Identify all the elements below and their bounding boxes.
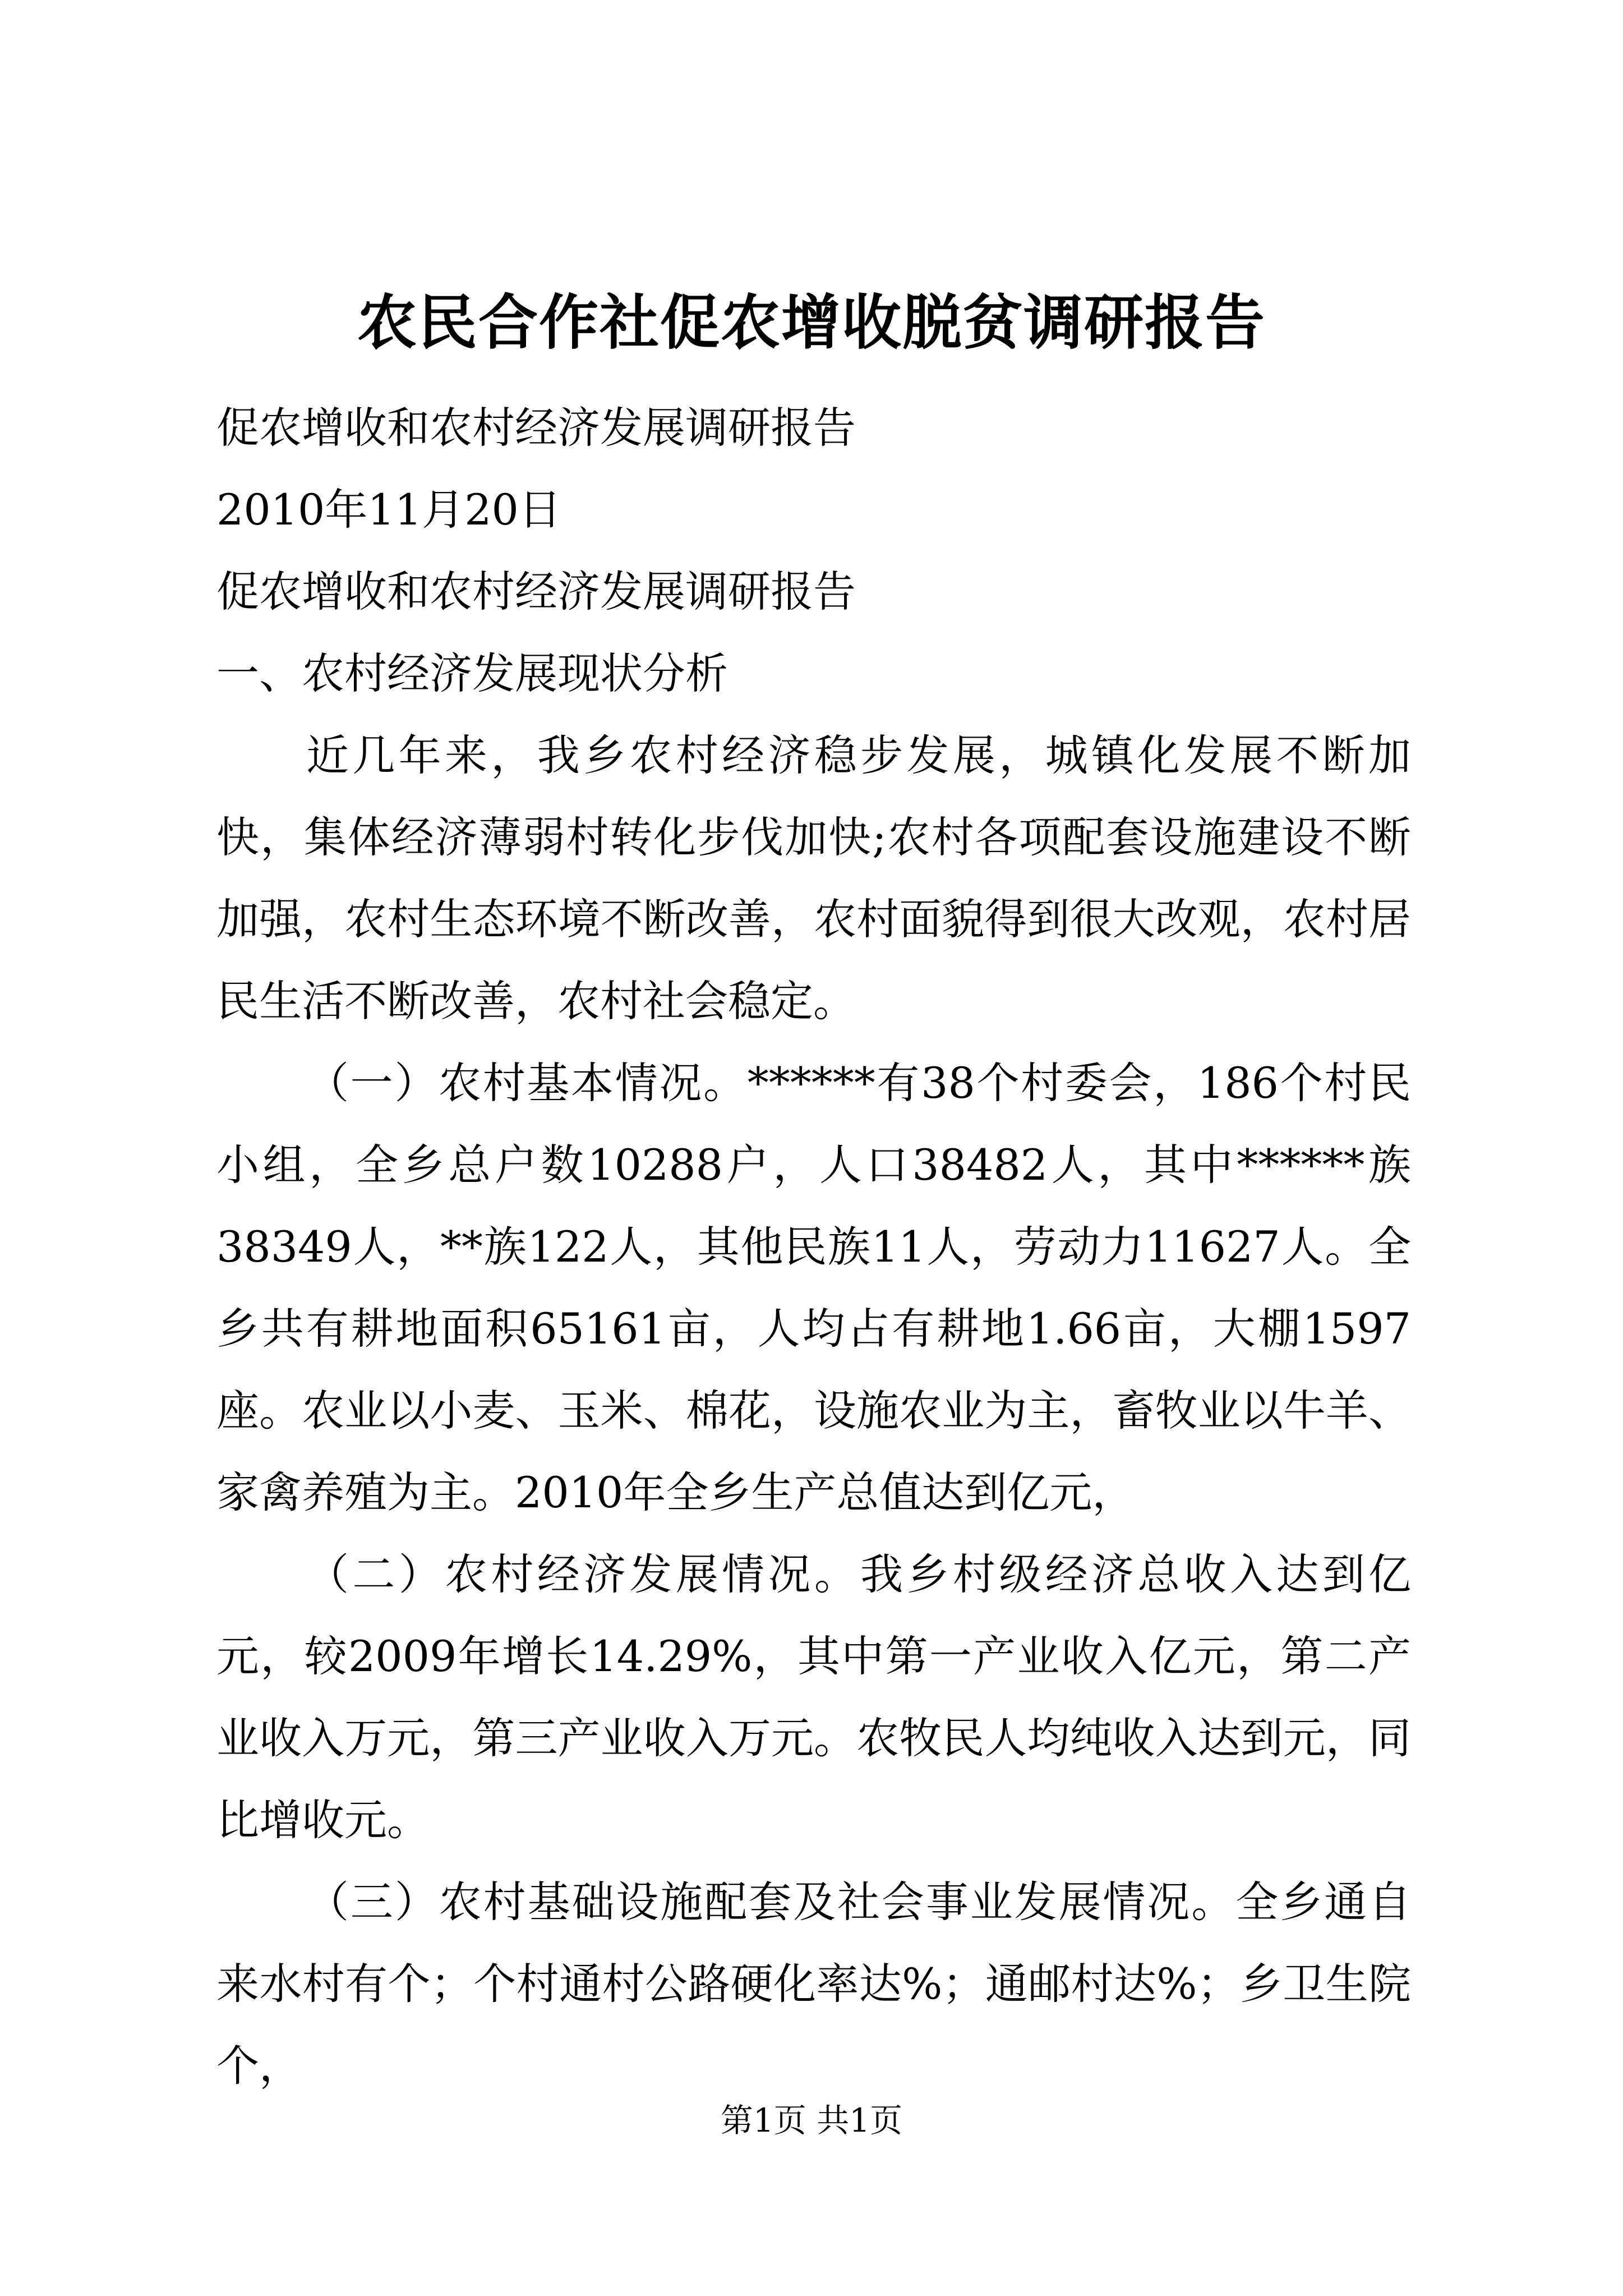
date-line: 2010年11月20日 bbox=[216, 485, 561, 535]
document-title: 农民合作社促农增收脱贫调研报告 bbox=[357, 287, 1266, 357]
paragraph-infrastructure: （三）农村基础设施配套及社会事业发展情况。全乡通自来水村有个；个村通村公路硬化率达%；通邮村达%；乡卫生院个， bbox=[216, 1877, 1411, 2091]
paragraph-basic-situation: （一）农村基本情况。******有38个村委会，186个村民小组，全乡总户数10288户，人口38482人，其中******族38349人，**族122人，其他民族11人，劳动力11627人。全乡共有耕地面积65161亩，人均占有耕地1.66亩，大棚1597座。农业以小麦、玉米、棉花，设施农业为主，畜牧业以牛羊、家禽养殖为主。2010年全乡生产总值达到亿元， bbox=[216, 1058, 1411, 1517]
subtitle-line: 促农增收和农村经济发展调研报告 bbox=[216, 403, 856, 453]
paragraph-economic-development: （二）农村经济发展情况。我乡村级经济总收入达到亿元，较2009年增长14.29%，其中第一产业收入亿元，第二产业收入万元，第三产业收入万元。农牧民人均纯收入达到元，同比增收元。 bbox=[216, 1549, 1411, 1845]
section-heading: 一、农村经济发展现状分析 bbox=[216, 648, 728, 698]
page-footer: 第1页 共1页 bbox=[720, 2101, 903, 2139]
document-body bbox=[216, 387, 1411, 2107]
paragraph-overview: 近几年来，我乡农村经济稳步发展，城镇化发展不断加快，集体经济薄弱村转化步伐加快;农村各项配套设施建设不断加强，农村生态环境不断改善，农村面貌得到很大改观，农村居民生活不断改善，农村社会稳定。 bbox=[216, 730, 1411, 1026]
subtitle-line-repeat: 促农增收和农村经济发展调研报告 bbox=[216, 567, 856, 616]
